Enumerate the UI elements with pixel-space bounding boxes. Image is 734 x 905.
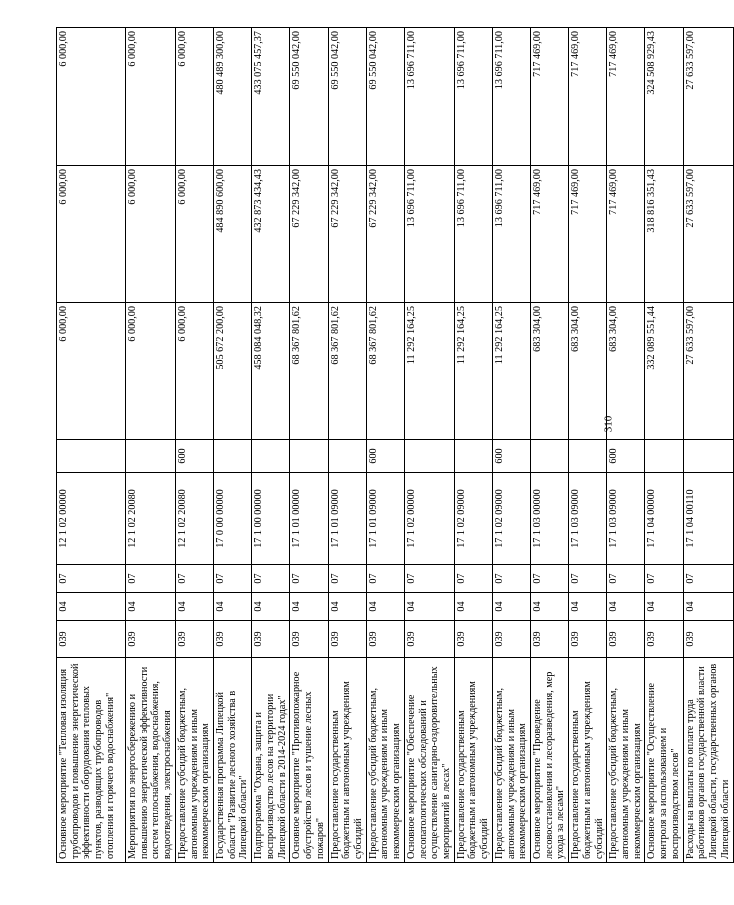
cell-grbs: 039	[607, 621, 645, 658]
cell-v3: 324 508 929,43	[645, 28, 683, 166]
cell-vr	[126, 440, 176, 473]
cell-v1: 11 292 164,25	[454, 303, 492, 440]
cell-grbs: 039	[126, 621, 176, 658]
cell-v2: 6 000,00	[126, 166, 176, 303]
cell-grbs: 039	[404, 621, 454, 658]
cell-pr: 07	[175, 565, 213, 593]
cell-pr: 07	[492, 565, 530, 593]
cell-pr: 07	[366, 565, 404, 593]
cell-csr: 17 1 01 00000	[290, 473, 328, 565]
cell-v1: 683 304,00	[607, 303, 645, 440]
cell-grbs: 039	[328, 621, 366, 658]
cell-v1: 332 089 551,44	[645, 303, 683, 440]
cell-csr: 17 1 01 09000	[366, 473, 404, 565]
cell-rz: 04	[175, 593, 213, 621]
cell-v2: 6 000,00	[57, 166, 126, 303]
page-number: 310	[602, 415, 615, 433]
cell-v2: 13 696 711,00	[492, 166, 530, 303]
cell-csr: 17 1 03 09000	[607, 473, 645, 565]
table-row	[569, 28, 607, 863]
cell-vr: 600	[607, 440, 645, 473]
cell-rz: 04	[57, 593, 126, 621]
cell-vr	[214, 440, 252, 473]
cell-name: Предоставление государственным бюджетным и автономным учреждениям субсидий	[454, 658, 492, 863]
cell-vr	[252, 440, 290, 473]
cell-v3: 717 469,00	[607, 28, 645, 166]
cell-name: Основное мероприятие "Тепловая изоляция трубопроводов и повышение энергетической эффективности оборудования тепловых пунктов, разводящих трубопроводов отопления и горячего водоснабжения"	[57, 658, 126, 863]
cell-rz: 04	[569, 593, 607, 621]
table-row	[328, 28, 366, 863]
table-row	[404, 28, 454, 863]
cell-name: Предоставление государственным бюджетным и автономным учреждениям субсидий	[328, 658, 366, 863]
cell-rz: 04	[607, 593, 645, 621]
cell-v3: 13 696 711,00	[404, 28, 454, 166]
cell-v3: 6 000,00	[57, 28, 126, 166]
cell-csr: 12 1 02 20080	[175, 473, 213, 565]
cell-vr	[569, 440, 607, 473]
cell-v2: 6 000,00	[175, 166, 213, 303]
table-row	[645, 28, 683, 863]
cell-grbs: 039	[57, 621, 126, 658]
cell-v1: 6 000,00	[57, 303, 126, 440]
cell-name: Предоставление государственным бюджетным и автономным учреждениям субсидий	[569, 658, 607, 863]
cell-v2: 318 816 351,43	[645, 166, 683, 303]
table-row	[290, 28, 328, 863]
cell-v1: 683 304,00	[569, 303, 607, 440]
cell-v1: 11 292 164,25	[492, 303, 530, 440]
cell-name: Основное мероприятие "Противопожарное обустройство лесов и тушение лесных пожаров"	[290, 658, 328, 863]
cell-rz: 04	[645, 593, 683, 621]
cell-pr: 07	[328, 565, 366, 593]
cell-v2: 432 873 434,43	[252, 166, 290, 303]
cell-vr: 600	[366, 440, 404, 473]
cell-v3: 6 000,00	[126, 28, 176, 166]
cell-v2: 67 229 342,00	[328, 166, 366, 303]
cell-name: Мероприятия по энергосбережению и повышению энергетической эффективности систем теплоснабжения, водоснабжения, водоотведения, электроснабжения	[126, 658, 176, 863]
cell-v2: 13 696 711,00	[454, 166, 492, 303]
table-row	[126, 28, 176, 863]
cell-v2: 67 229 342,00	[290, 166, 328, 303]
cell-csr: 17 1 04 00000	[645, 473, 683, 565]
cell-v3: 69 550 042,00	[290, 28, 328, 166]
cell-vr	[531, 440, 569, 473]
cell-v2: 717 469,00	[531, 166, 569, 303]
cell-v2: 717 469,00	[569, 166, 607, 303]
cell-v2: 67 229 342,00	[366, 166, 404, 303]
cell-rz: 04	[328, 593, 366, 621]
cell-csr: 12 1 02 00000	[57, 473, 126, 565]
cell-name: Основное мероприятие "Обеспечение лесопатологических обследований и осуществление санитарно-оздоровительных мероприятий в лесах"	[404, 658, 454, 863]
cell-v3: 717 469,00	[531, 28, 569, 166]
cell-grbs: 039	[290, 621, 328, 658]
cell-v1: 6 000,00	[126, 303, 176, 440]
cell-grbs: 039	[492, 621, 530, 658]
cell-grbs: 039	[569, 621, 607, 658]
cell-csr: 17 1 02 00000	[404, 473, 454, 565]
cell-csr: 17 1 03 09000	[569, 473, 607, 565]
cell-vr	[57, 440, 126, 473]
cell-pr: 07	[126, 565, 176, 593]
table-row	[531, 28, 569, 863]
cell-rz: 04	[404, 593, 454, 621]
cell-pr: 07	[404, 565, 454, 593]
cell-pr: 07	[214, 565, 252, 593]
cell-vr	[404, 440, 454, 473]
cell-vr: 600	[492, 440, 530, 473]
cell-v3: 13 696 711,00	[454, 28, 492, 166]
cell-v1: 11 292 164,25	[404, 303, 454, 440]
cell-grbs: 039	[214, 621, 252, 658]
cell-csr: 17 1 00 00000	[252, 473, 290, 565]
budget-table	[56, 27, 734, 863]
cell-grbs: 039	[683, 621, 733, 658]
cell-csr: 17 1 01 09000	[328, 473, 366, 565]
cell-vr	[328, 440, 366, 473]
table-row	[683, 28, 733, 863]
cell-name: Предоставление субсидий бюджетным, автономным учреждениям и иным некоммерческим организациям	[175, 658, 213, 863]
cell-vr	[645, 440, 683, 473]
cell-v2: 27 633 597,00	[683, 166, 733, 303]
cell-rz: 04	[683, 593, 733, 621]
cell-v3: 27 633 597,00	[683, 28, 733, 166]
cell-pr: 07	[454, 565, 492, 593]
table-row	[252, 28, 290, 863]
cell-v2: 484 890 600,00	[214, 166, 252, 303]
cell-pr: 07	[645, 565, 683, 593]
cell-rz: 04	[366, 593, 404, 621]
cell-pr: 07	[252, 565, 290, 593]
cell-v2: 13 696 711,00	[404, 166, 454, 303]
cell-pr: 07	[57, 565, 126, 593]
cell-rz: 04	[252, 593, 290, 621]
cell-vr: 600	[175, 440, 213, 473]
cell-name: Подпрограмма "Охрана, защита и воспроизводство лесов на территории Липецкой области в 2014-2024 годах"	[252, 658, 290, 863]
cell-v1: 683 304,00	[531, 303, 569, 440]
cell-grbs: 039	[252, 621, 290, 658]
cell-csr: 17 0 00 00000	[214, 473, 252, 565]
cell-pr: 07	[683, 565, 733, 593]
cell-rz: 04	[126, 593, 176, 621]
cell-name: Предоставление субсидий бюджетным, автономным учреждениям и иным некоммерческим организациям	[366, 658, 404, 863]
table-row	[366, 28, 404, 863]
cell-grbs: 039	[645, 621, 683, 658]
cell-csr: 17 1 04 00110	[683, 473, 733, 565]
cell-grbs: 039	[454, 621, 492, 658]
table-row	[214, 28, 252, 863]
table-row	[607, 28, 645, 863]
cell-csr: 12 1 02 20080	[126, 473, 176, 565]
cell-v3: 717 469,00	[569, 28, 607, 166]
cell-csr: 17 1 02 09000	[492, 473, 530, 565]
cell-name: Расходы на выплаты по оплате труда работников органов государственной власти Липецкой области, государственных органов Липецкой области	[683, 658, 733, 863]
cell-vr	[683, 440, 733, 473]
cell-pr: 07	[290, 565, 328, 593]
cell-v1: 27 633 597,00	[683, 303, 733, 440]
table-row	[175, 28, 213, 863]
cell-rz: 04	[290, 593, 328, 621]
cell-name: Основное мероприятие "Осуществление контроля за использованием и воспроизводством лесов"	[645, 658, 683, 863]
cell-v3: 480 489 300,00	[214, 28, 252, 166]
cell-csr: 17 1 03 00000	[531, 473, 569, 565]
cell-vr	[290, 440, 328, 473]
table-row	[454, 28, 492, 863]
cell-pr: 07	[607, 565, 645, 593]
cell-name: Предоставление субсидий бюджетным, автономным учреждениям и иным некоммерческим организациям	[607, 658, 645, 863]
table-row	[492, 28, 530, 863]
cell-name: Основное мероприятие "Проведение лесовосстановления и лесоразведения, мер ухода за лесами"	[531, 658, 569, 863]
cell-v1: 505 672 200,00	[214, 303, 252, 440]
cell-pr: 07	[569, 565, 607, 593]
cell-vr	[454, 440, 492, 473]
cell-v1: 68 367 801,62	[290, 303, 328, 440]
table-row	[57, 28, 126, 863]
cell-name: Предоставление субсидий бюджетным, автономным учреждениям и иным некоммерческим организациям	[492, 658, 530, 863]
cell-grbs: 039	[531, 621, 569, 658]
cell-v1: 68 367 801,62	[328, 303, 366, 440]
cell-grbs: 039	[175, 621, 213, 658]
cell-rz: 04	[454, 593, 492, 621]
cell-v1: 458 084 048,32	[252, 303, 290, 440]
cell-rz: 04	[492, 593, 530, 621]
cell-pr: 07	[531, 565, 569, 593]
cell-name: Государственная программа Липецкой области "Развитие лесного хозяйства в Липецкой области"	[214, 658, 252, 863]
cell-v1: 6 000,00	[175, 303, 213, 440]
cell-v1: 68 367 801,62	[366, 303, 404, 440]
cell-v3: 13 696 711,00	[492, 28, 530, 166]
cell-csr: 17 1 02 09000	[454, 473, 492, 565]
cell-rz: 04	[531, 593, 569, 621]
cell-v3: 6 000,00	[175, 28, 213, 166]
cell-rz: 04	[214, 593, 252, 621]
cell-v2: 717 469,00	[607, 166, 645, 303]
cell-v3: 69 550 042,00	[366, 28, 404, 166]
cell-v3: 69 550 042,00	[328, 28, 366, 166]
cell-grbs: 039	[366, 621, 404, 658]
cell-v3: 433 075 457,37	[252, 28, 290, 166]
